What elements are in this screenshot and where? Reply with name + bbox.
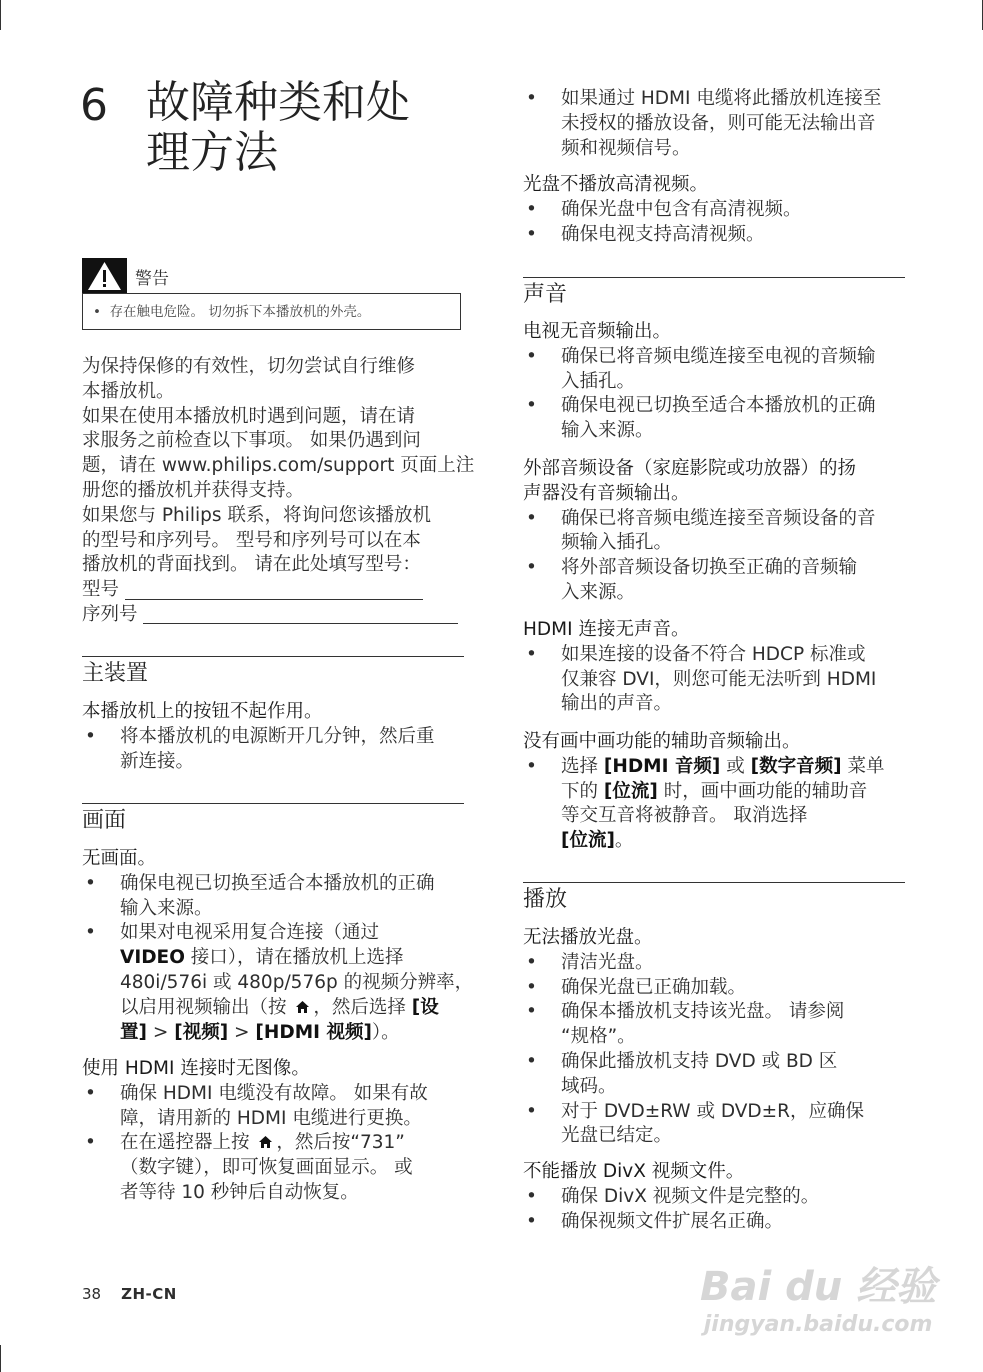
bullet-item-line [82,1131,466,1156]
bullet-item-line [523,1100,907,1125]
section-picture [82,803,464,836]
text: 选择 [561,755,604,777]
bullet-item-line [523,556,907,581]
text: 等交互音将被静音。 取消选择 [561,805,808,827]
text-block [82,847,474,1045]
text: 电视无音频输出。 [523,321,672,342]
bullet-item-line [82,921,466,946]
text: 确保光盘中包含有高清视频。 [561,198,802,220]
bullet-item-line [82,946,466,971]
page-title [146,78,410,178]
text: 障，请用新的 HDMI 电缆进行更换。 [120,1107,422,1129]
text-block [82,355,475,628]
text: 确保电视已切换至适合本播放机的正确 [120,872,435,894]
bullet: • [85,922,96,944]
subheading-line [523,457,907,482]
bullet-item-line [523,394,907,419]
bullet-item-line [82,1181,466,1206]
bullet-item-line [82,1021,466,1046]
bullet: • [526,507,537,529]
section-heading: 声音 [523,282,568,307]
bullet-item-line [82,725,466,750]
fill-in-blank [143,605,458,624]
paragraph-line [82,553,466,578]
text: 为保持保修的有效性，切勿尝试自行维修 [82,356,416,377]
text: 频输入插孔。 [561,532,673,554]
text: 频和视频信号。 [561,137,691,159]
warning-text: 存在触电危险。 切勿拆下本播放机的外壳。 [109,304,371,320]
text: 播放机的背面找到。 请在此处填写型号： [82,554,421,576]
bullet-item-line [82,996,466,1021]
watermark [700,1255,936,1337]
text: 无画面。 [82,848,157,869]
bullet: • [526,1001,537,1023]
bullet: • [526,345,537,367]
text: 480i/576i 或 480p/576p 的视频分辨率， [120,971,474,993]
bullet: • [85,872,96,894]
text: 清洁光盘。 [561,951,654,973]
subheading-line [523,482,907,507]
bullet: • [526,951,537,973]
text: 型号 [82,579,125,601]
text: 本播放机上的按钮不起作用。 [82,701,323,722]
title-line: 理方法 [146,127,278,178]
watermark-logo: Bai du 经验 [700,1264,937,1310]
bullet-item-line [523,692,907,717]
paragraph-line [82,405,466,430]
text-block [523,457,907,606]
text: 者等待 10 秒钟后自动恢复。 [120,1181,359,1203]
text: 。 [614,830,634,852]
text-block [523,173,907,247]
text: 确保光盘已正确加载。 [561,976,747,998]
subheading-line [82,700,466,725]
text: 输出的声音。 [561,693,673,715]
text: > [228,1021,256,1043]
text: 题，请在 www.philips.com/support 页面上注 [82,455,475,477]
bullet-item-line [523,531,907,556]
bullet-item-line [523,780,907,805]
text-block [523,87,907,161]
text: 未授权的播放设备，则可能无法输出音 [561,112,876,134]
page-footer [82,1285,177,1303]
text: 如果对电视采用复合连接（通过 [120,922,380,944]
text-block [523,320,907,444]
text: 确保本播放机支持该光盘。 请参阅 [561,1001,845,1023]
bullet-item-line [82,1107,466,1132]
warning-triangle-icon [82,258,127,294]
text: 下的 [561,780,604,802]
fill-in-blank [125,581,423,600]
language-code: ZH-CN [121,1285,177,1303]
text: 光盘已结定。 [561,1125,673,1147]
text: 不能播放 DivX 视频文件。 [523,1161,745,1182]
text: 如果连接的设备不符合 HDCP 标准或 [561,643,866,665]
text: 确保此播放机支持 DVD 或 BD 区 [561,1050,838,1072]
paragraph-line [82,578,466,603]
bullet-item-line [523,668,907,693]
bullet: • [93,304,101,320]
text: 使用 HDMI 连接时无图像。 [82,1058,310,1079]
text: 仅兼容 DVI，则您可能无法听到 HDMI [561,668,877,690]
text: 确保视频文件扩展名正确。 [561,1210,784,1232]
bullet-item-line [523,804,907,829]
bullet-item-line [523,1185,907,1210]
bullet: • [526,1185,537,1207]
text-block [82,700,466,774]
menu-option-text: 置] [120,1021,147,1043]
bullet-item-line [82,1082,466,1107]
text: 将外部音频设备切换至正确的音频输 [561,557,858,579]
bullet: • [526,557,537,579]
warning-label: 警告 [135,269,169,289]
bullet-item-line [523,1025,907,1050]
text: 如果您与 Philips 联系，将询问您该播放机 [82,504,431,526]
bullet: • [526,1050,537,1072]
warning-box [82,293,461,330]
text: 确保电视已切换至适合本播放机的正确 [561,395,876,417]
bullet-item-line [523,755,907,780]
menu-option-text: [位流] [561,830,615,852]
bullet: • [526,976,537,998]
bullet-item-line [523,581,907,606]
paragraph-line [82,529,466,554]
home-icon [295,997,310,1011]
bullet-item-line [523,643,907,668]
bullet-item-line [523,976,907,1001]
text: 确保已将音频电缆连接至音频设备的音 [561,507,876,529]
text: 确保 HDMI 电缆没有故障。 如果有故 [120,1082,428,1104]
bullet-item-line [523,223,907,248]
paragraph-line [82,380,466,405]
text-block [523,1160,907,1234]
text: 接口），请在播放机上选择 [184,947,404,969]
subheading-line [523,730,907,755]
subheading-line [523,173,907,198]
text-block [523,618,907,717]
paragraph-line [82,454,475,479]
paragraph-line [82,479,466,504]
bullet: • [526,198,537,220]
text: 序列号 [82,603,144,625]
watermark-url: jingyan.baidu.com [703,1312,933,1337]
menu-option-text: [视频] [174,1021,229,1043]
text: 如果在使用本播放机时遇到问题，请在请 [82,405,416,427]
menu-option-text: VIDEO [120,947,185,969]
subheading-line [523,926,907,951]
bullet: • [526,395,537,417]
bullet-item-line [523,1050,907,1075]
text: 如果通过 HDMI 电缆将此播放机连接至 [561,88,882,109]
text: 入来源。 [561,581,636,603]
text: 以启用视频输出（按 [120,996,293,1018]
bullet: • [85,1082,96,1104]
bullet-item-line [523,112,907,137]
bullet-item-line [82,897,466,922]
page-number: 38 [82,1285,102,1303]
subheading-line [82,847,466,872]
text: 无法播放光盘。 [523,927,653,948]
bullet-item-line [523,1124,907,1149]
paragraph-line [82,603,466,628]
menu-option-text: [设 [411,996,439,1018]
text: 光盘不播放高清视频。 [523,174,709,195]
section-play [523,882,905,915]
home-icon [258,1132,273,1146]
section-main-unit [82,656,464,689]
text: 输入来源。 [561,420,654,442]
text: 将本播放机的电源断开几分钟，然后重 [120,725,435,747]
text: 确保已将音频电缆连接至电视的音频输 [561,345,876,367]
text: 求服务之前检查以下事项。 如果仍遇到问 [82,430,421,452]
subheading-line [523,320,907,345]
menu-option-text: [HDMI 音频] [603,755,721,777]
text: 没有画中画功能的辅助音频输出。 [523,731,801,752]
text: 域码。 [561,1075,617,1097]
text: 的型号和序列号。 型号和序列号可以在本 [82,529,421,551]
text: （数字键），即可恢复画面显示。 或 [120,1157,413,1179]
bullet-item-line [523,507,907,532]
text: 册您的播放机并获得支持。 [82,479,305,501]
paragraph-line [82,355,466,380]
bullet-item-line [82,750,466,775]
bullet-item-line [523,419,907,444]
text: 确保 DivX 视频文件是完整的。 [561,1185,820,1207]
bullet: • [526,1210,537,1232]
text: 在在遥控器上按 [120,1132,256,1154]
bullet: • [526,1100,537,1122]
section-heading: 主装置 [82,661,149,686]
warning-header [82,258,462,294]
bullet: • [526,755,537,777]
bullet-item-line [82,971,474,996]
chapter-number: 6 [80,80,108,131]
text: 外部音频设备（家庭影院或功放器）的扬 [523,458,857,479]
bullet-item-line [523,137,907,162]
bullet-item-line [523,1000,907,1025]
subheading-line [82,1057,466,1082]
subheading-line [523,1160,907,1185]
text: 声器没有音频输出。 [523,482,690,504]
text: 输入来源。 [120,897,213,919]
text: 本播放机。 [82,380,175,402]
bullet-item-line [523,1210,907,1235]
menu-option-text: [位流] [603,780,658,802]
bullet: • [526,643,537,665]
text: > [146,1021,175,1043]
text: ，然后选择 [313,996,412,1018]
text: “规格”。 [561,1026,636,1048]
text-block [523,926,907,1149]
paragraph-line [82,429,466,454]
bullet: • [526,88,537,109]
title-line: 故障种类和处 [146,77,410,128]
bullet-item-line [523,829,907,854]
text: 或 [720,755,751,777]
bullet-item-line [523,345,907,370]
text: ）。 [371,1021,400,1043]
text: ，然后按“731” [276,1132,405,1154]
bullet: • [526,223,537,245]
text: 入插孔。 [561,370,636,392]
text: 确保电视支持高清视频。 [561,223,765,245]
bullet-item-line [523,198,907,223]
text: 时，画中画功能的辅助音 [657,780,868,802]
text-block [523,730,907,854]
bullet-item-line [523,951,907,976]
text: 菜单 [841,755,885,777]
menu-option-text: [HDMI 视频] [255,1021,372,1043]
text: HDMI 连接无声音。 [523,619,690,640]
bullet: • [85,725,96,747]
paragraph-line [82,504,466,529]
text-block [82,1057,466,1206]
bullet: • [85,1132,96,1154]
subheading-line [523,618,907,643]
bullet-item-line [523,87,907,112]
section-heading: 播放 [523,887,568,912]
bullet-item-line [523,370,907,395]
text: 新连接。 [120,750,195,772]
bullet-item-line [523,1075,907,1100]
bullet-item-line [82,872,466,897]
section-sound [523,277,905,310]
bullet-item-line [82,1156,466,1181]
menu-option-text: [数字音频] [750,755,842,777]
text: 对于 DVD±RW 或 DVD±R，应确保 [561,1100,865,1122]
section-heading: 画面 [82,808,127,833]
